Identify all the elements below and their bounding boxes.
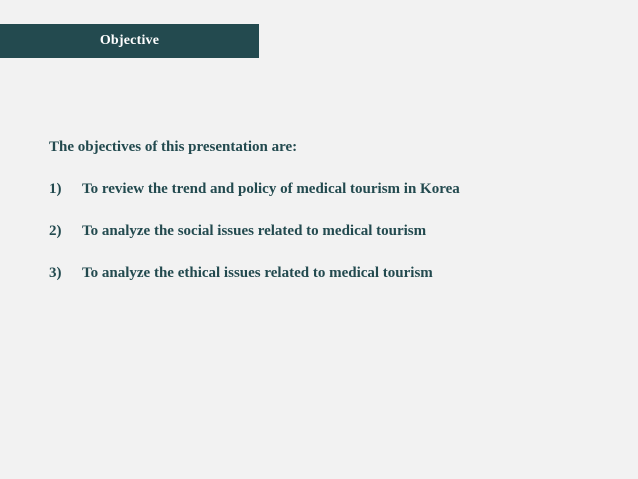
item-text: To review the trend and policy of medical tourism in Korea (82, 181, 460, 197)
slide-body (49, 137, 609, 283)
item-text: To analyze the ethical issues related to medical tourism (82, 265, 433, 281)
item-number: 2) (49, 223, 62, 239)
item-number: 1) (49, 181, 62, 197)
item-text: To analyze the social issues related to medical tourism (82, 223, 427, 239)
intro-text: The objectives of this presentation are: (49, 139, 298, 155)
section-title: Objective (99, 33, 160, 48)
objective-item (49, 263, 609, 283)
item-number: 3) (49, 265, 62, 281)
objectives-list (49, 179, 609, 283)
section-header-banner (0, 24, 259, 58)
objective-item (49, 179, 609, 199)
objective-item (49, 221, 609, 241)
